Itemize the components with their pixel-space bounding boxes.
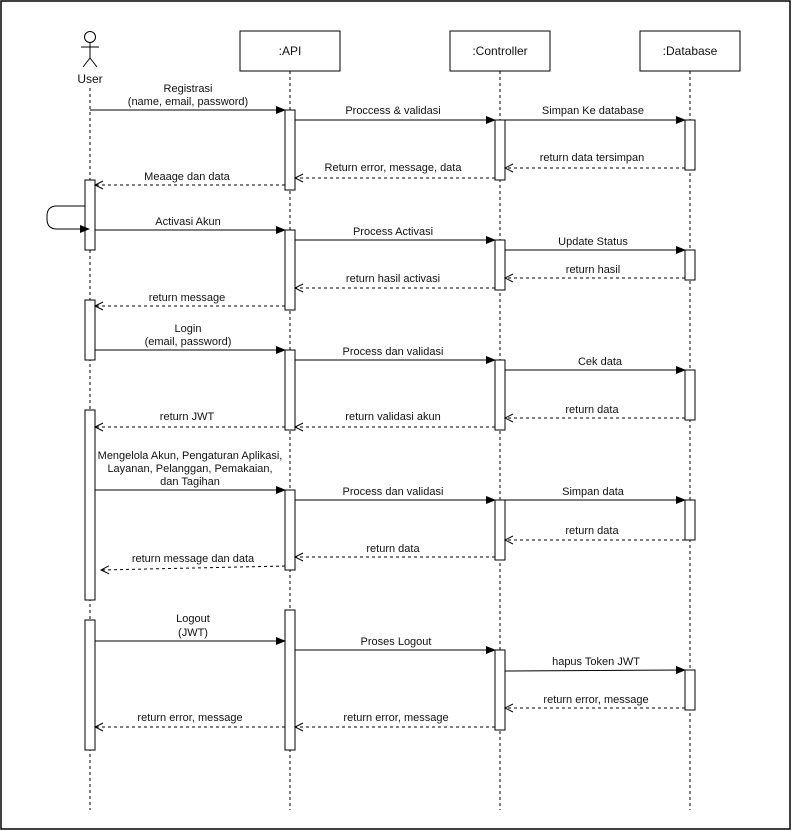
activation-database (685, 370, 695, 420)
message-label: return message dan data (131, 553, 255, 565)
activation-api (285, 230, 295, 310)
message-label: return message (148, 292, 226, 304)
message-label: hapus Token JWT (552, 656, 640, 668)
participant-api-label: :API (278, 44, 302, 58)
message-label-mengelola-1: Mengelola Akun, Pengaturan Aplikasi, (97, 450, 283, 462)
message-label: Activasi Akun (155, 216, 221, 228)
message-label: return data (565, 404, 619, 416)
message-label-mengelola-2: Layanan, Pelanggan, Pemakaian, (107, 463, 273, 475)
activation-api (285, 110, 295, 190)
message-label-mengelola-3: dan Tagihan (160, 476, 220, 488)
message-label-registrasi-params: (name, email, password) (127, 96, 249, 108)
participant-database-label: :Database (662, 44, 718, 58)
activation-database (685, 120, 695, 170)
message-label: return error, message (343, 712, 449, 724)
activation-controller (495, 240, 505, 290)
activation-controller (495, 120, 505, 180)
message-label-login-params: (email, password) (144, 336, 232, 348)
message-label-logout-params: (JWT) (178, 627, 208, 639)
message-label: Meaage dan data (144, 171, 230, 183)
actor-icon (85, 32, 96, 43)
activation-api (285, 490, 295, 570)
participant-controller-label: :Controller (472, 44, 528, 58)
activation-user (85, 410, 95, 600)
activation-user (85, 300, 95, 360)
message-label: Simpan data (562, 486, 624, 498)
message-label: Return error, message, data (324, 162, 462, 174)
message-label: Simpan Ke database (541, 105, 645, 117)
message-label: return error, message (137, 712, 243, 724)
activation-database (685, 670, 695, 710)
message-label: return data (565, 525, 619, 537)
message-label: Cek data (577, 356, 623, 368)
message-label: return hasil (565, 264, 621, 276)
message-label-login: Login (174, 323, 202, 335)
activation-database (685, 250, 695, 280)
activation-api (285, 610, 295, 750)
participant-user-label: User (77, 72, 103, 86)
message-label: return data tersimpan (539, 152, 645, 164)
message-label: Process dan validasi (342, 346, 444, 358)
participant-api (240, 31, 340, 71)
activation-controller (495, 500, 505, 560)
message-label: return hasil activasi (345, 273, 441, 285)
activation-user (85, 180, 95, 250)
message-label: Proses Logout (360, 636, 432, 648)
message-label: Process dan validasi (342, 486, 444, 498)
activation-api (285, 350, 295, 430)
message-label: return JWT (159, 411, 215, 423)
activation-controller (495, 360, 505, 430)
participant-controller (450, 31, 550, 71)
activation-database (685, 500, 695, 540)
message-label: return validasi akun (345, 411, 441, 423)
message-label: Update Status (558, 236, 628, 248)
participant-database (640, 31, 740, 71)
activation-controller (495, 650, 505, 730)
activation-user (85, 620, 95, 750)
message-label: return error, message (543, 694, 649, 706)
message-label: return data (366, 543, 420, 555)
message-label-logout: Logout (176, 613, 210, 625)
message-label-registrasi: Registrasi (163, 83, 213, 95)
message-label: Proccess & validasi (345, 105, 441, 117)
message-label: Process Activasi (352, 226, 434, 238)
